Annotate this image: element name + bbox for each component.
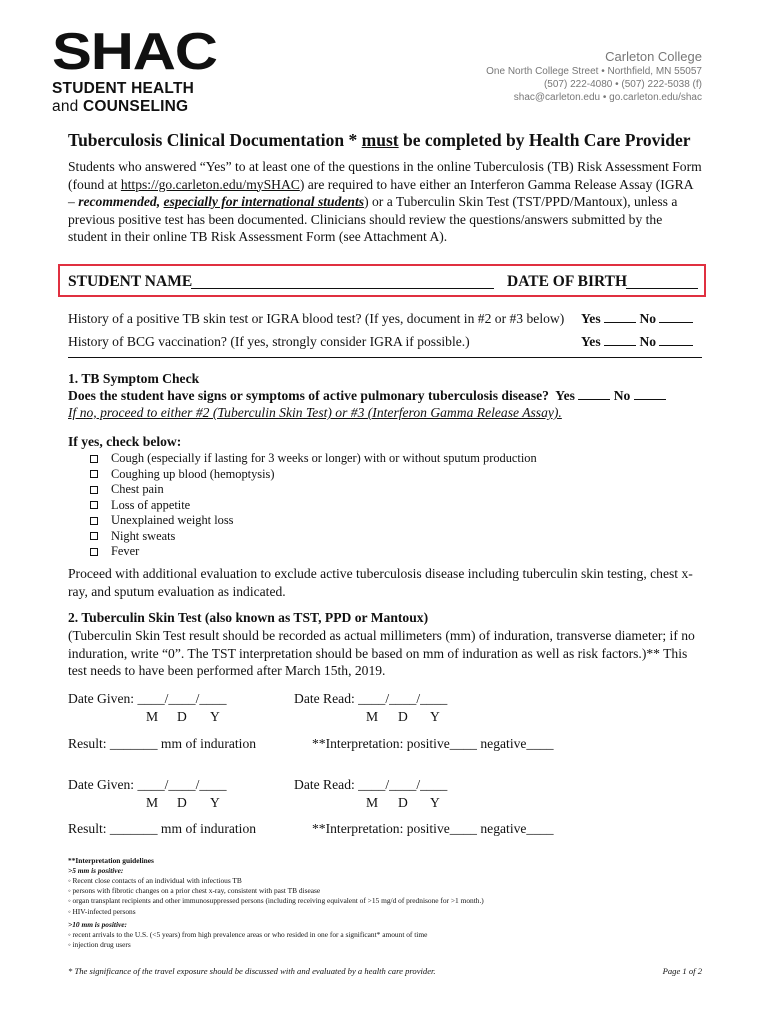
footer-note: * The significance of the travel exposure should be discussed with and evaluated by a health care provider. [68, 966, 436, 976]
mdy-year-label: Y [430, 795, 440, 810]
symptom-label: Night sweats [111, 528, 176, 543]
section2-text: (Tuberculin Skin Test result should be recorded as actual millimeters (mm) of induration, transverse diameter; if no induration, write “0”. The TST interpretation should be based on mm of induration as well as risk factors.)** This test needs to have been performed after March 15th, 2019. [68, 628, 695, 678]
date-read-1[interactable]: Date Read: ____/____/____ [294, 691, 448, 706]
history-bcg-yes-blank[interactable] [604, 345, 636, 346]
symptom-item [90, 482, 164, 497]
date-given-1[interactable]: Date Given: ____/____/____ [68, 691, 227, 706]
guidelines-5mm: >5 mm is positive: [68, 866, 124, 875]
guideline-item: ◦ injection drug users [68, 940, 131, 950]
symptom-label: Loss of appetite [111, 497, 191, 512]
symptom-item [90, 513, 234, 528]
mdy-month-label: M [366, 709, 379, 724]
section-divider [68, 357, 702, 358]
checkbox[interactable] [90, 548, 98, 556]
dob-label: DATE OF BIRTH [507, 273, 628, 290]
checkbox[interactable] [90, 501, 98, 509]
interpretation-1[interactable]: **Interpretation: positive____ negative____ [312, 736, 554, 751]
logo-mark: SHAC [52, 23, 217, 81]
history-positive-no-blank[interactable] [659, 322, 693, 323]
checkbox[interactable] [90, 470, 98, 478]
symptom-no-blank[interactable] [634, 399, 666, 400]
college-name: Carleton College [605, 49, 702, 64]
symptom-label: Chest pain [111, 482, 164, 496]
symptom-yes-blank[interactable] [578, 399, 610, 400]
symptom-label: Unexplained weight loss [111, 513, 234, 527]
history-bcg-yes-no: Yes No [581, 334, 693, 350]
guideline-item: ◦ persons with fibrotic changes on a prior chest x-ray, consistent with past TB disease [68, 886, 321, 896]
section1-if-no: If no, proceed to either #2 (Tuberculin Skin Test) or #3 (Interferon Gamma Release Assay). [68, 405, 562, 420]
symptom-item [90, 544, 139, 559]
guideline-item: ◦ HIV-infected persons [68, 906, 136, 916]
history-bcg-no-blank[interactable] [659, 345, 693, 346]
dob-field[interactable] [626, 288, 698, 289]
mdy-year-label: Y [430, 709, 440, 724]
checkbox[interactable] [90, 486, 98, 494]
checkbox[interactable] [90, 517, 98, 525]
student-name-field[interactable] [191, 288, 494, 289]
symptom-item [90, 467, 275, 482]
document-title: Tuberculosis Clinical Documentation * must be completed by Health Care Provider [68, 130, 691, 150]
symptom-label: Coughing up blood (hemoptysis) [111, 466, 275, 481]
page-number: Page 1 of 2 [662, 966, 702, 976]
intro-paragraph: Students who answered “Yes” to at least one of the questions in the online Tuberculosis (TB) Risk Assessment Form (found at https://go.carleton.edu/mySHAC) are required to have either an Interferon Gamma Release Assay (IGRA – recommended, especially for international students) or a Tuberculin Skin Test (TST/PPD/Mantoux), unless a previous positive test has been documented. Clinicians should review the questions/answers submitted by the student in their online TB Risk Assessment Form (see Attachment A). [68, 159, 702, 244]
symptom-item [90, 498, 190, 513]
mdy-month-label: M [146, 795, 159, 810]
mdy-day-label: D [398, 709, 408, 724]
guideline-item: ◦ recent arrivals to the U.S. (<5 years) from high prevalence areas or who resided in one for a significant* amount of time [68, 930, 428, 939]
section1-if-yes: If yes, check below: [68, 434, 182, 449]
college-address-block [486, 48, 702, 104]
mdy-day-label: D [398, 795, 408, 810]
symptom-item [90, 451, 537, 466]
history-bcg-question: History of BCG vaccination? (If yes, strongly consider IGRA if possible.) [68, 334, 470, 349]
date-read-2[interactable]: Date Read: ____/____/____ [294, 777, 448, 792]
result-1[interactable]: Result: _______ mm of induration [68, 736, 257, 751]
date-given-2[interactable]: Date Given: ____/____/____ [68, 777, 227, 792]
symptom-label: Fever [111, 544, 140, 558]
college-phone: (507) 222-4080 • (507) 222-5038 (f) [543, 79, 702, 90]
history-positive-test-question: History of a positive TB skin test or IGRA blood test? (If yes, document in #2 or #3 below) [68, 311, 565, 326]
logo-line1: STUDENT HEALTH [52, 80, 195, 97]
mdy-month-label: M [146, 709, 159, 724]
mdy-month-label: M [366, 795, 379, 810]
logo-line2: and COUNSELING [52, 98, 189, 115]
guideline-item: ◦ Recent close contacts of an individual with infectious TB [68, 876, 242, 885]
checkbox[interactable] [90, 455, 98, 463]
student-name-label: STUDENT NAME [68, 273, 193, 290]
result-2[interactable]: Result: _______ mm of induration [68, 821, 257, 836]
mdy-day-label: D [177, 795, 187, 810]
symptom-label: Cough (especially if lasting for 3 weeks or longer) with or without sputum production [111, 451, 537, 465]
guideline-item: ◦ organ transplant recipients and other immunosuppressed persons (including receiving equivalent of >15 mg/d of prednisone for >1 month.) [68, 896, 484, 906]
history-positive-yes-no: Yes No [581, 311, 693, 327]
interpretation-2[interactable]: **Interpretation: positive____ negative____ [312, 821, 554, 836]
checkbox[interactable] [90, 532, 98, 540]
college-contact: shac@carleton.edu • go.carleton.edu/shac [513, 92, 702, 103]
myshac-link[interactable]: https://go.carleton.edu/mySHAC [120, 176, 300, 192]
mdy-day-label: D [177, 709, 187, 724]
college-street: One North College Street • Northfield, MN 55057 [486, 66, 702, 77]
mdy-year-label: Y [210, 795, 220, 810]
section2-heading: 2. Tuberculin Skin Test (also known as TST, PPD or Mantoux) [68, 610, 429, 625]
guidelines-heading: **Interpretation guidelines [68, 856, 154, 865]
symptom-item [90, 529, 175, 544]
mdy-year-label: Y [210, 709, 220, 724]
section1-question-row: Does the student have signs or symptoms of active pulmonary tuberculosis disease? Yes No [68, 388, 666, 404]
shac-logo [52, 23, 222, 116]
guidelines-10mm: >10 mm is positive: [68, 920, 128, 929]
history-positive-yes-blank[interactable] [604, 322, 636, 323]
section1-heading: 1. TB Symptom Check [68, 371, 200, 386]
proceed-paragraph: Proceed with additional evaluation to exclude active tuberculosis disease including tuberculin skin testing, chest x-ray, and sputum evaluation as indicated. [68, 566, 693, 599]
